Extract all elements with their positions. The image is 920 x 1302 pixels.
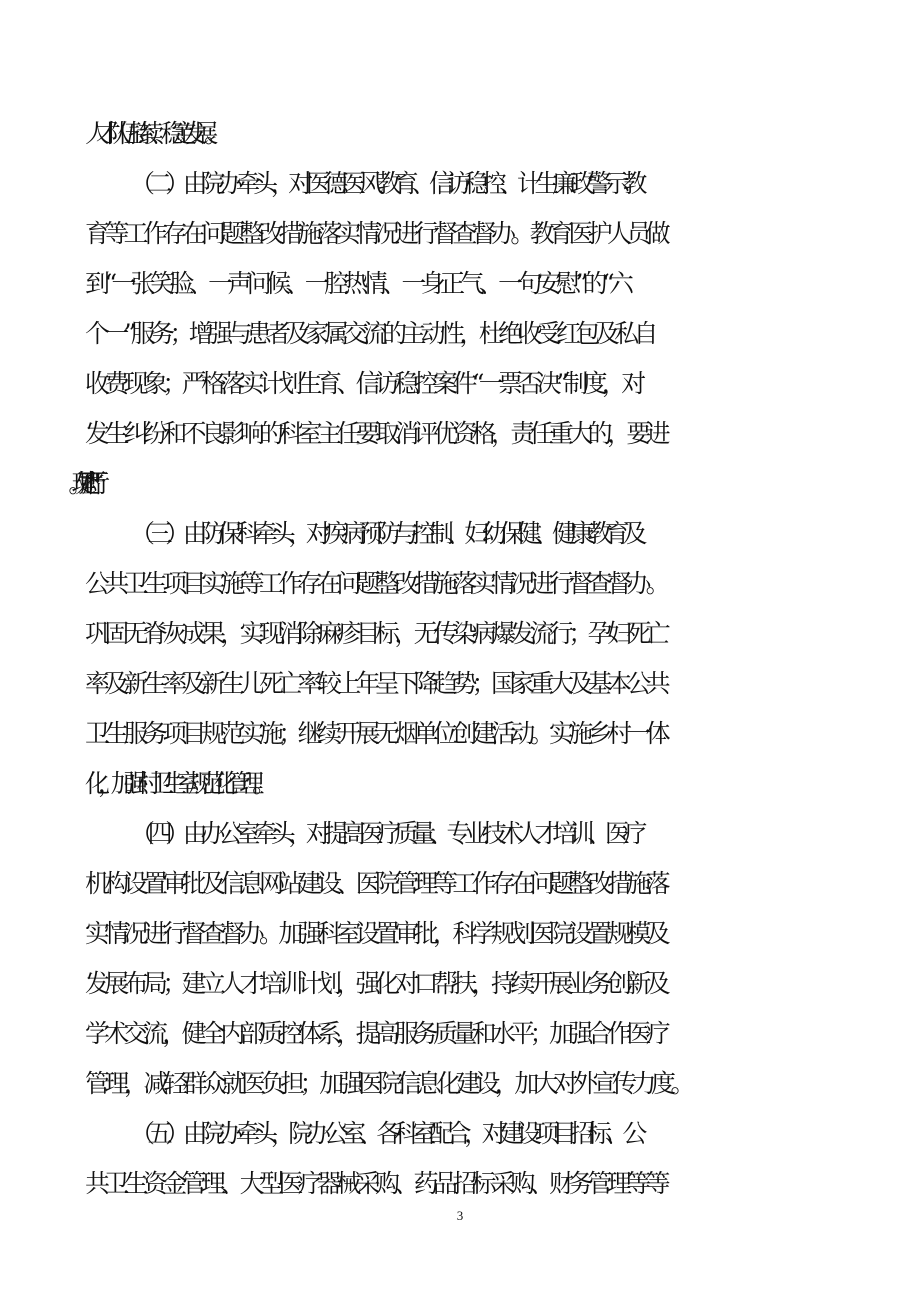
text-line: 率及新生率及新生儿死亡率较上年呈下降趋势；国家重大及基本公共 [85, 669, 666, 698]
text-line: （二）由院办牵头，对医德医风教育、信访稳控、计生廉政警示教 [130, 169, 641, 198]
text-line: 发生纠纷和不良影响的科室主任要取消评优资格，责任重大的，要进 [85, 419, 666, 448]
text-line: 机构设置审批及信息网站建设、医院管理等工作存在问题整改措施落 [85, 869, 666, 898]
text-line: （四）由办公室牵头，对提高医疗质量、专业技术人才培训、医疗 [130, 819, 641, 848]
text-line: 卫生服务项目规范实施；继续开展无烟单位创建活动。实施乡村一体 [85, 719, 666, 748]
text-line: （三）由防保科牵头，对疾病预防与控制、妇幼保健、健康教育及 [130, 519, 641, 548]
page-number: 3 [456, 1208, 464, 1223]
text-line: 共卫生资金管理、大型医疗器械采购、药品招标采购、财务管理等等 [85, 1169, 666, 1198]
text-line: （五）由院办牵头，院办公室、各科室配合，对建设项目招标、公 [130, 1119, 641, 1148]
text-line: 到“一张笑脸、一声问候、一腔热情、一身正气、一句安慰”的“六 [85, 269, 629, 298]
text-line: 人才队伍持续、稳定发展。 [85, 119, 216, 148]
text-line: 个一”服务；增强与患者及家属交流的主动性，杜绝收受红包及私自 [85, 319, 653, 348]
text-line: 发展布局；建立人才培训计划，强化对口帮扶，持续开展业务创新及 [85, 969, 666, 998]
text-line: 收费现象；严格落实计划生育、信访稳控案件“一票否决”制度，对 [85, 369, 641, 398]
text-line: 学术交流，健全内部质控体系，提高服务质量和水平；加强合作医疗 [85, 1019, 666, 1048]
text-line: 管理，减轻群众就医负担；加强医院信息化建设，加大对外宣传力度。 [85, 1069, 691, 1098]
text-line: 化，加强村卫生室规范化管理。 [85, 769, 266, 798]
text-line: 巩固无脊灰成果，实现消除麻疹目标，无传染病爆发流行；孕妇死亡 [85, 619, 666, 648]
text-line [85, 464, 920, 504]
text-line: 公共卫生项目实施等工作存在问题整改措施落实情况进行督查督办。 [85, 569, 666, 598]
text-line: 育等工作存在问题整改措施落实情况进行督查督办。教育医护人员做 [85, 219, 666, 248]
text-line: 实情况进行督查督办。加强科室设置审批，科学规划医院设置规模及 [85, 919, 666, 948]
